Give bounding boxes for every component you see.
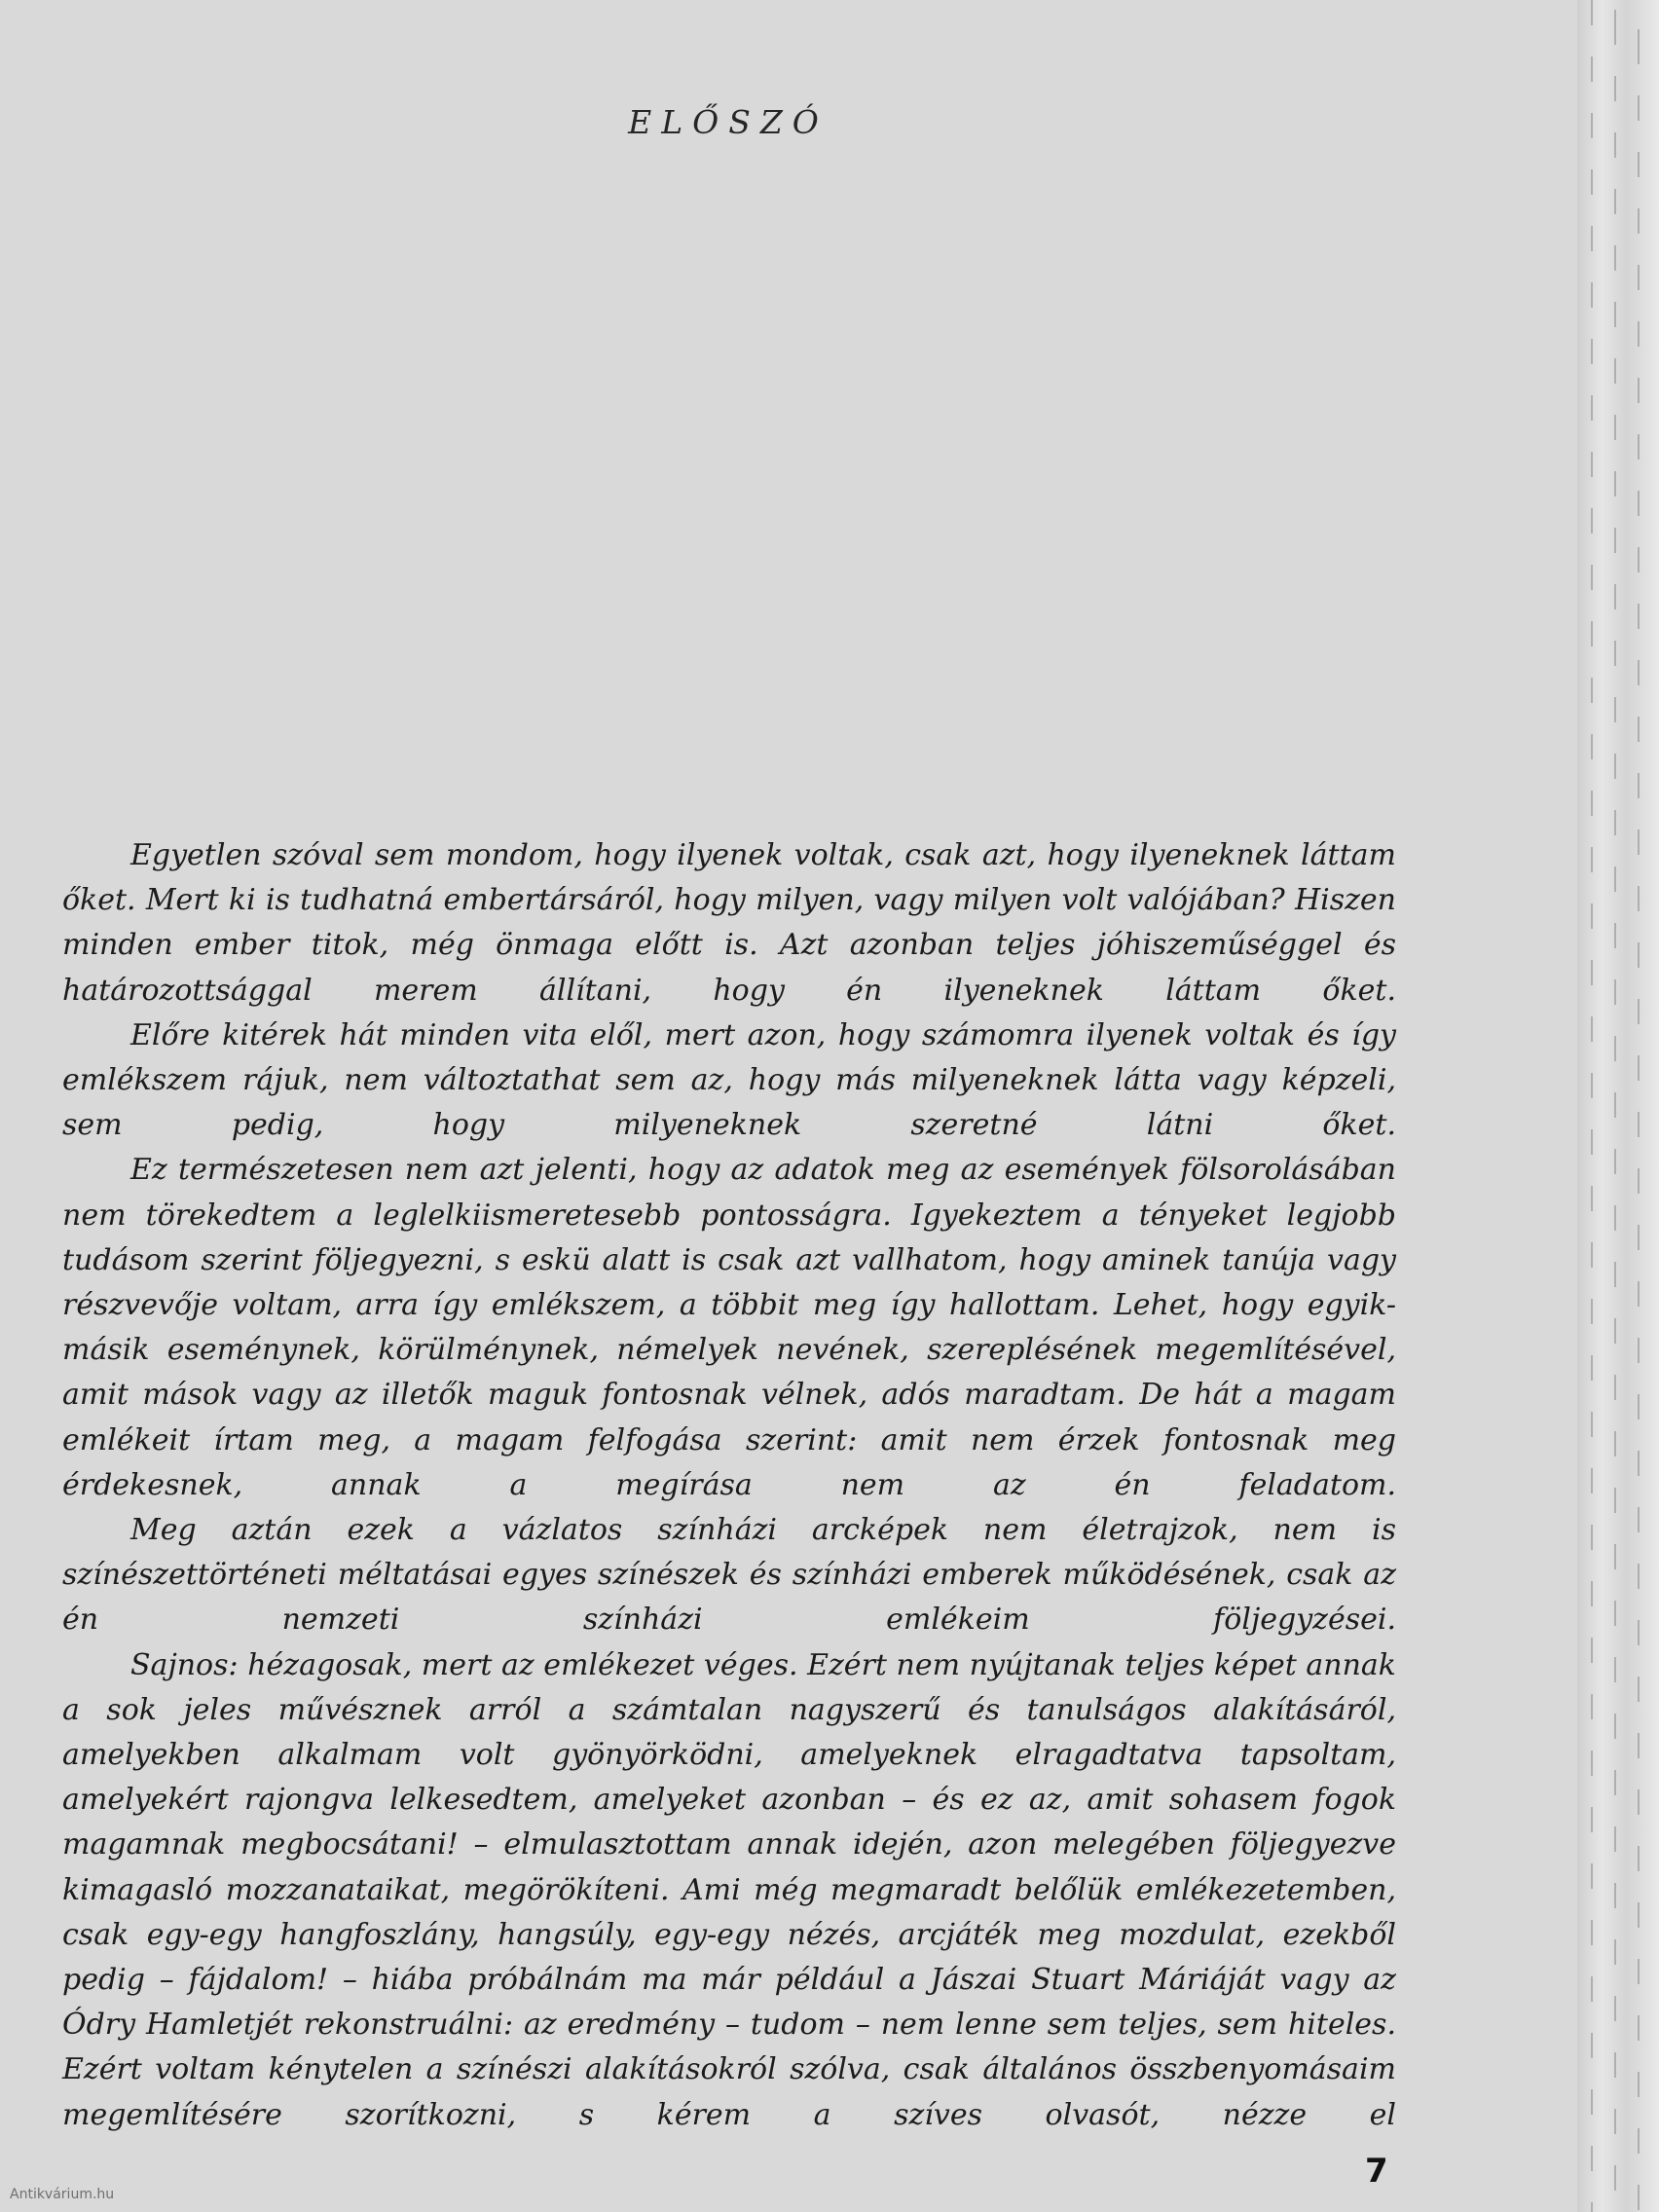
paragraph-1: Egyetlen szóval sem mondom, hogy ilyenek voltak, csak azt, hogy ilyeneknek láttam őket. Mert ki is tudhatná embertársáról, hogy milyen, vagy milyen volt valójában? Hiszen minden ember titok, még önmaga előtt is. Azt azonban teljes jóhiszeműséggel és határozottsággal merem állítani, hogy én ilyeneknek láttam őket. xyxy=(62,838,1396,1008)
page-edge xyxy=(1577,0,1659,2212)
edge-line xyxy=(1638,0,1640,2212)
page-number: 7 xyxy=(1365,2152,1388,2191)
edge-line xyxy=(1591,0,1593,2212)
paragraph-4: Meg aztán ezek a vázlatos színházi arcképek nem életrajzok, nem is színészettörténeti méltatásai egyes színészek és színházi emberek működésének, csak az én nemzeti színházi emlékeim följegyzései. xyxy=(62,1513,1396,1638)
paragraph-5: Sajnos: hézagosak, mert az emlékezet véges. Ezért nem nyújtanak teljes képet annak a sok jeles művésznek arról a számtalan nagyszerű és tanulságos alakításáról, amelyekben alkalmam volt gyönyörködni, amelyeknek elragadtatva tapsoltam, amelyekért rajongva lelkesedtem, amelyeket azonban – és ez az, amit sohasem fogok magamnak megbocsátani! – elmulasztottam annak idején, azon melegében följegyezve kimagasló mozzanataikat, megörökíteni. Ami még megmaradt belőlük emlékezetemben, csak egy-egy hangfoszlány, hangsúly, egy-egy nézés, arcjáték meg mozdulat, ezekből pedig – fájdalom! – hiába próbálnám ma már például a Jászai Stuart Máriáját vagy az Ódry Hamletjét rekonstruálni: az eredmény – tudom – nem lenne sem teljes, sem hiteles. Ezért voltam kénytelen a színészi alakításokról szólva, csak általános összbenyomásaim megemlítésére szorítkozni, s kérem a szíves olvasót, nézze el xyxy=(62,1647,1396,2132)
body-text xyxy=(62,833,1396,2138)
chapter-title: ELŐSZÓ xyxy=(628,103,829,141)
edge-line xyxy=(1614,0,1616,2212)
paragraph-2: Előre kitérek hát minden vita elől, mert azon, hogy számomra ilyenek voltak és így emlékszem rájuk, nem változtathat sem az, hogy más milyeneknek látta vagy képzeli, sem pedig, hogy milyeneknek szeretné látni őket. xyxy=(62,1017,1396,1143)
paragraph-3: Ez természetesen nem azt jelenti, hogy az adatok meg az események fölsorolásában nem törekedtem a leglelkiismeretesebb pontosságra. Igyekeztem a tényeket legjobb tudásom szerint följegyezni, s eskü alatt is csak azt vallhatom, hogy aminek tanúja vagy részvevője voltam, arra így emlékszem, a többit meg így hallottam. Lehet, hogy egyik-másik eseménynek, körülménynek, némelyek nevének, szereplésének megemlítésével, amit mások vagy az illetők maguk fontosnak vélnek, adós maradtam. De hát a magam emlékeit írtam meg, a magam felfogása szerint: amit nem érzek fontosnak meg érdekesnek, annak a megírása nem az én feladatom. xyxy=(62,1153,1396,1502)
watermark: Antikvárium.hu xyxy=(10,2187,115,2202)
